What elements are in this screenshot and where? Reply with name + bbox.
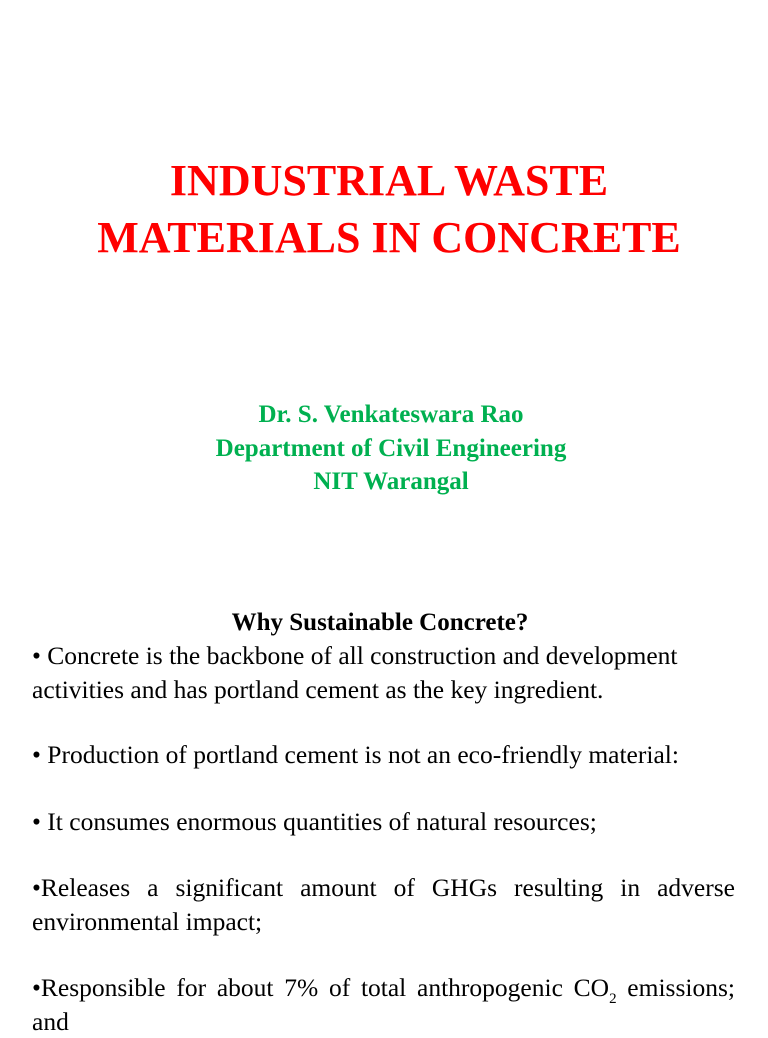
co2-text: •Responsible for about 7% of total anthropogenic CO bbox=[32, 973, 610, 1002]
author-institution: NIT Warangal bbox=[313, 468, 469, 495]
document-title bbox=[0, 152, 768, 266]
bullet-concrete-backbone: • Concrete is the backbone of all construction and development activities and has portland cement as the key ingredient. bbox=[32, 641, 678, 704]
author-department: Department of Civil Engineering bbox=[215, 434, 567, 462]
co2-subscript: 2 bbox=[609, 991, 617, 1007]
co2-continuation: emissions; and bbox=[32, 973, 735, 1036]
bullet-ghg-release: •Releases a significant amount of GHGs resulting in adverse environmental impact; bbox=[32, 873, 735, 936]
title-line-2: MATERIALS IN CONCRETE bbox=[97, 213, 681, 262]
author-name: Dr. S. Venkateswara Rao bbox=[258, 401, 524, 428]
bullet-natural-resources: • It consumes enormous quantities of natural resources; bbox=[32, 807, 597, 836]
author-block bbox=[0, 398, 768, 499]
title-line-1: INDUSTRIAL WASTE bbox=[169, 156, 609, 205]
bullet-cement-production: • Production of portland cement is not an eco-friendly material: bbox=[32, 740, 679, 769]
bullet-co2-emissions bbox=[32, 971, 735, 1038]
section-heading: Why Sustainable Concrete? bbox=[231, 609, 529, 636]
